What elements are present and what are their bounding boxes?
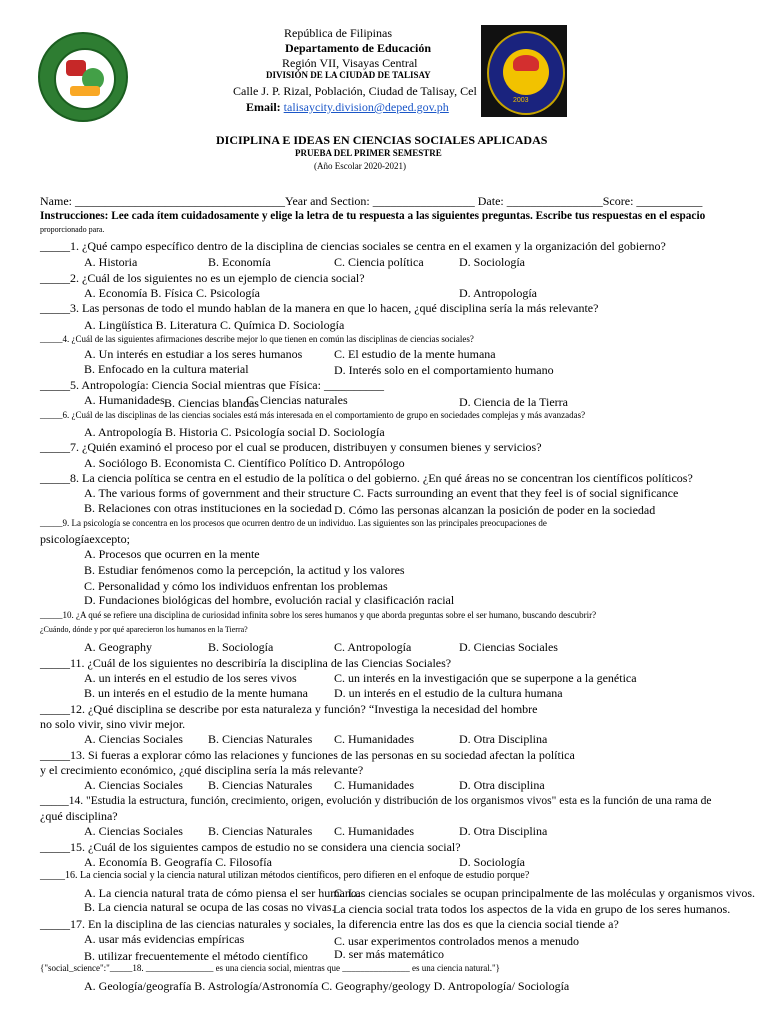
- question-1: _____1. ¿Qué campo específico dentro de la disciplina de ciencias sociales se centra en el examen y la organización del gobierno?: [40, 239, 666, 253]
- question-11: _____11. ¿Cuál de los siguientes no describiría la disciplina de las Ciencias Sociales?: [40, 656, 452, 670]
- q5-option-a: A. Humanidades: [84, 393, 165, 407]
- exam-subtitle: PRUEBA DEL PRIMER SEMESTRE: [295, 148, 442, 158]
- q4-option-d: D. Interés solo en el comportamiento humano: [334, 363, 554, 377]
- question-9-continued: psicologíaexcepto;: [40, 532, 130, 546]
- q17-option-b: B. utilizar frecuentemente el método científico: [84, 949, 308, 963]
- q2-options-abc: A. Economía B. Física C. Psicología: [84, 286, 260, 300]
- header-division: DIVISIÓN DE LA CIUDAD DE TALISAY: [266, 70, 431, 80]
- q8-options-ac: A. The various forms of government and their structure C. Facts surrounding an event that they feel is of social significance: [84, 486, 679, 500]
- email-link[interactable]: talisaycity.division@deped.gov.ph: [283, 100, 449, 114]
- school-seal-logo: [38, 32, 128, 122]
- q11-option-d: D. un interés en el estudio de la cultura humana: [334, 686, 563, 700]
- q1-option-a: A. Historia: [84, 255, 138, 269]
- q11-option-a: A. un interés en el estudio de los seres vivos: [84, 671, 297, 685]
- q15-option-d: D. Sociología: [459, 855, 525, 869]
- q18-options: A. Geología/geografía B. Astrología/Astronomía C. Geography/geology D. Antropología/ Sociología: [84, 979, 570, 993]
- q4-option-a: A. Un interés en estudiar a los seres humanos: [84, 347, 303, 361]
- q5-option-d: D. Ciencia de la Tierra: [459, 395, 568, 409]
- q17-option-d: D. ser más matemático: [334, 947, 444, 961]
- question-18: {"social_science":"_____18. _______________ es una ciencia social, mientras que _______________ es una ciencia natural."}: [40, 963, 500, 973]
- question-12: _____12. ¿Qué disciplina se describe por esta naturaleza y función? “Investiga la necesidad del hombre: [40, 702, 538, 716]
- question-5: _____5. Antropología: Ciencia Social mientras que Física: __________: [40, 378, 384, 392]
- q7-options: A. Sociólogo B. Economista C. Científico Político D. Antropólogo: [84, 456, 405, 470]
- question-4: _____4. ¿Cuál de las siguientes afirmaciones describe mejor lo que tienen en común las disciplinas de ciencias sociales?: [40, 334, 474, 344]
- header-republic: República de Filipinas: [284, 26, 392, 40]
- question-14-continued: ¿qué disciplina?: [40, 809, 118, 823]
- q9-option-a: A. Procesos que ocurren en la mente: [84, 547, 260, 561]
- q10-option-a: A. Geography: [84, 640, 152, 654]
- question-16: _____16. La ciencia social y la ciencia natural utilizan métodos científicos, pero difieren en el enfoque de estudio porque?: [40, 870, 530, 881]
- q16-option-b: B. La ciencia natural se ocupa de las cosas no vivas.: [84, 900, 335, 914]
- question-10-continued: ¿Cuándo, dónde y por qué aparecieron los humanos en la Tierra?: [40, 625, 248, 634]
- q5-option-b: B. Ciencias blandas: [164, 396, 259, 410]
- q14-option-b: B. Ciencias Naturales: [208, 824, 313, 838]
- question-9: _____9. La psicología se concentra en los procesos que ocurren dentro de un individuo. Las siguientes son las principales preocupaciones de: [40, 518, 547, 528]
- question-8: _____8. La ciencia política se centra en el estudio de la política o del gobierno. ¿En qué áreas no se concentran los científicos políticos?: [40, 471, 693, 485]
- q2-option-d: D. Antropología: [459, 286, 537, 300]
- question-6: _____6. ¿Cuál de las disciplinas de las ciencias sociales está más interesada en el comportamiento de grupo en sociedades complejas y más avanzadas?: [40, 410, 586, 420]
- q11-option-b: B. un interés en el estudio de la mente humana: [84, 686, 308, 700]
- question-13-continued: y el crecimiento económico, ¿qué disciplina sería la más relevante?: [40, 763, 364, 777]
- header-department: Departamento de Educación: [285, 41, 431, 55]
- q16-option-d: La ciencia social trata todos los aspectos de la vida en grupo de los seres humanos.: [333, 902, 731, 916]
- q12-option-c: C. Humanidades: [334, 732, 414, 746]
- question-13: _____13. Si fueras a explorar cómo las relaciones y funciones de las personas en su sociedad afectan la política: [40, 748, 575, 762]
- instructions-continued: proporcionado para.: [40, 225, 105, 234]
- question-7: _____7. ¿Quién examinó el proceso por el cual se producen, distribuyen y consumen bienes y servicios?: [40, 440, 542, 454]
- exam-title: DICIPLINA E IDEAS EN CIENCIAS SOCIALES APLICADAS: [216, 133, 548, 147]
- instructions-line: Instrucciones: Lee cada ítem cuidadosamente y elige la letra de tu respuesta a las siguientes preguntas. Escribe tus respuestas en el espacio: [40, 210, 706, 222]
- question-12-continued: no solo vivir, sino vivir mejor.: [40, 717, 186, 731]
- q11-option-c: C. un interés en la investigación que se superpone a la genética: [334, 671, 637, 685]
- q10-option-c: C. Antropología: [334, 640, 412, 654]
- deped-division-seal-logo: 2003: [481, 25, 567, 117]
- q16-option-c: C. Las ciencias sociales se ocupan principalmente de las moléculas y organismos vivos.: [334, 886, 756, 900]
- q17-option-c: C. usar experimentos controlados menos a menudo: [334, 934, 579, 948]
- q8-option-d: D. Cómo las personas alcanzan la posición de poder en la sociedad: [334, 503, 656, 517]
- q14-option-d: D. Otra Disciplina: [459, 824, 548, 838]
- q13-option-d: D. Otra disciplina: [459, 778, 545, 792]
- q14-option-a: A. Ciencias Sociales: [84, 824, 183, 838]
- question-3: _____3. Las personas de todo el mundo hablan de la manera en que lo hacen, ¿qué disciplina sería la más relevante?: [40, 301, 599, 315]
- question-2: _____2. ¿Cuál de los siguientes no es un ejemplo de ciencia social?: [40, 271, 365, 285]
- question-14: _____14. "Estudia la estructura, función, crecimiento, origen, evolución y distribución de los organismos vivos" esta es la función de una rama de: [40, 795, 712, 807]
- q10-option-b: B. Sociología: [208, 640, 274, 654]
- q12-option-b: B. Ciencias Naturales: [208, 732, 313, 746]
- q12-option-a: A. Ciencias Sociales: [84, 732, 183, 746]
- q1-option-d: D. Sociología: [459, 255, 525, 269]
- q8-option-b: B. Relaciones con otras instituciones en la sociedad: [84, 501, 332, 515]
- q15-options-abc: A. Economía B. Geografía C. Filosofía: [84, 855, 272, 869]
- school-year: (Año Escolar 2020-2021): [314, 161, 406, 171]
- q6-options: A. Antropología B. Historia C. Psicología social D. Sociología: [84, 425, 385, 439]
- q10-option-d: D. Ciencias Sociales: [459, 640, 558, 654]
- header-email: [246, 100, 449, 115]
- q1-option-c: C. Ciencia política: [334, 255, 424, 269]
- question-15: _____15. ¿Cuál de los siguientes campos de estudio no se considera una ciencia social?: [40, 840, 461, 854]
- q13-option-a: A. Ciencias Sociales: [84, 778, 183, 792]
- q5-option-c: C. Ciencias naturales: [246, 393, 348, 407]
- q17-option-a: A. usar más evidencias empíricas: [84, 932, 245, 946]
- question-10: _____10. ¿A qué se refiere una disciplina de curiosidad infinita sobre los seres humanos y que aborda preguntas sobre el ser humano, buscando descubrir?: [40, 610, 597, 620]
- header-address: Calle J. P. Rizal, Población, Ciudad de Talisay, Cel: [233, 84, 477, 98]
- q1-option-b: B. Economía: [208, 255, 271, 269]
- q16-option-a: A. La ciencia natural trata de cómo piensa el ser humano.: [84, 886, 360, 900]
- q4-option-b: B. Enfocado en la cultura material: [84, 362, 249, 376]
- q9-option-b: B. Estudiar fenómenos como la percepción, la actitud y los valores: [84, 563, 405, 577]
- student-info-line: Name: ___________________________________Year and Section: _________________ Date: ________________Score: ___________: [40, 194, 703, 208]
- q14-option-c: C. Humanidades: [334, 824, 414, 838]
- q13-option-b: B. Ciencias Naturales: [208, 778, 313, 792]
- q12-option-d: D. Otra Disciplina: [459, 732, 548, 746]
- q9-option-d: D. Fundaciones biológicas del hombre, evolución racial y clasificación racial: [84, 593, 455, 607]
- q13-option-c: C. Humanidades: [334, 778, 414, 792]
- q9-option-c: C. Personalidad y cómo los individuos enfrentan los problemas: [84, 579, 388, 593]
- email-label: Email:: [246, 100, 281, 114]
- q4-option-c: C. El estudio de la mente humana: [334, 347, 496, 361]
- question-17: _____17. En la disciplina de las ciencias naturales y sociales, la diferencia entre las dos es que la ciencia social tiende a?: [40, 917, 619, 931]
- header-region: Región VII, Visayas Central: [282, 56, 418, 70]
- q3-options: A. Lingüística B. Literatura C. Química D. Sociología: [84, 318, 345, 332]
